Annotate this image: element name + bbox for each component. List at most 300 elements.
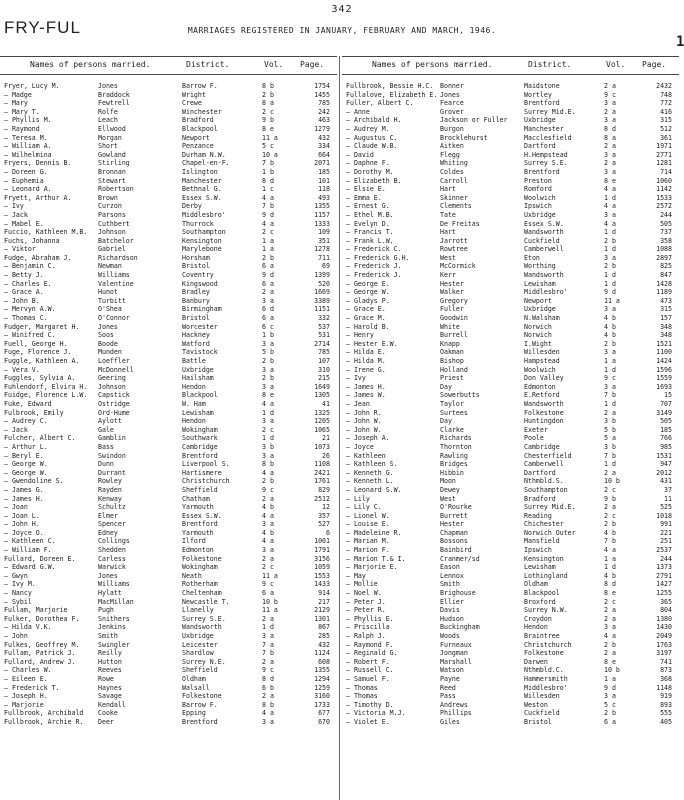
entry-page: 21 xyxy=(322,434,330,443)
entry-spouse: Ord-Hume xyxy=(98,408,130,417)
entry-district: Kensington xyxy=(524,554,564,563)
entry-page: 1255 xyxy=(656,589,672,598)
entry-volume: 8 e xyxy=(604,657,616,666)
entry-name: — Harold B. xyxy=(346,322,390,331)
entry-name: — Jack xyxy=(4,425,28,434)
entry-volume: 3 a xyxy=(262,632,274,640)
entry-spouse: Marshall xyxy=(440,657,472,666)
entry-district: Bristol xyxy=(524,717,552,726)
register-entry xyxy=(342,503,679,512)
entry-district: Brentford xyxy=(182,451,218,460)
entry-volume: 3 a xyxy=(604,382,616,391)
entry-page: 1305 xyxy=(314,391,330,400)
entry-volume: 1 d xyxy=(604,271,616,280)
entry-name: Fuggle, Kathleen A. xyxy=(4,357,80,365)
entry-page: 829 xyxy=(318,485,330,494)
entry-volume: 2 c xyxy=(604,511,616,520)
entry-volume: 3 a xyxy=(262,546,274,555)
entry-district: Hampstead xyxy=(524,357,560,365)
column-divider xyxy=(339,56,340,800)
register-entry xyxy=(342,701,679,710)
entry-spouse: Jones xyxy=(98,322,118,331)
register-entry xyxy=(0,495,337,504)
entry-page: 2791 xyxy=(656,571,672,580)
entry-district: Epping xyxy=(182,709,206,718)
entry-district: Surrey S.E. xyxy=(524,159,568,168)
entry-volume: 1 d xyxy=(262,408,274,417)
entry-spouse: Carroll xyxy=(440,176,468,185)
register-entry xyxy=(0,503,337,512)
entry-district: Llanelly xyxy=(182,606,214,615)
register-entry xyxy=(0,606,337,615)
entry-spouse: Short xyxy=(98,142,118,151)
entry-spouse: Hylatt xyxy=(98,589,122,598)
entry-volume: 4 b xyxy=(604,571,616,580)
entry-volume: 7 b xyxy=(604,537,616,546)
entry-page: 1108 xyxy=(314,460,330,469)
entry-district: Newcastle T. xyxy=(182,597,230,606)
entry-volume: 2 a xyxy=(262,288,274,297)
entry-volume: 3 a xyxy=(262,296,274,305)
entry-volume: 9 d xyxy=(604,288,616,297)
entry-spouse: Rayden xyxy=(98,485,122,494)
entry-name: Fulkes, Geoffrey M. xyxy=(4,640,80,649)
entry-page: 748 xyxy=(660,90,672,99)
entry-spouse: Turbitt xyxy=(98,296,126,305)
entry-name: — Anne xyxy=(346,107,370,116)
register-entry xyxy=(0,202,337,211)
entry-spouse: Furneaux xyxy=(440,640,472,649)
entry-name: — Augustus C. xyxy=(346,133,398,142)
register-entry xyxy=(0,159,337,168)
entry-district: Neath xyxy=(182,571,202,580)
entry-name: Fuidge, Florence L.W. xyxy=(4,391,88,400)
register-entry xyxy=(0,615,337,624)
register-entry xyxy=(0,391,337,400)
entry-spouse: Ellwood xyxy=(98,124,126,133)
entry-district: Chichester xyxy=(524,520,564,529)
register-entry xyxy=(342,555,679,564)
left-names-header: Names of persons married. xyxy=(30,60,151,69)
entry-page: 1761 xyxy=(314,477,330,486)
entry-page: 431 xyxy=(660,477,672,486)
entry-district: Wokingham xyxy=(182,563,218,572)
entry-name: — Sybil xyxy=(4,597,32,606)
entry-page: 334 xyxy=(318,142,330,151)
entry-name: — John B. xyxy=(4,296,40,305)
register-entry xyxy=(342,443,679,452)
register-entry xyxy=(342,718,679,727)
entry-district: Oldham xyxy=(182,674,206,683)
register-entry xyxy=(342,589,679,598)
register-entry xyxy=(0,323,337,332)
entry-page: 555 xyxy=(660,709,672,718)
entry-name: — May xyxy=(346,571,366,580)
entry-spouse: Robertson xyxy=(98,185,134,194)
entry-volume: 4 a xyxy=(604,202,616,211)
entry-page: 357 xyxy=(318,511,330,520)
entry-page: 537 xyxy=(318,322,330,331)
entry-spouse: Coldes xyxy=(440,167,464,176)
entry-name: — Teresa M. xyxy=(4,133,48,142)
entry-spouse: Reed xyxy=(440,683,456,692)
register-entry xyxy=(342,125,679,134)
register-entry xyxy=(342,168,679,177)
entry-spouse: Rowe xyxy=(98,674,114,683)
register-entry xyxy=(0,305,337,314)
entry-spouse: Deer xyxy=(98,717,114,726)
register-entry xyxy=(342,537,679,546)
register-entry xyxy=(0,108,337,117)
entry-district: Newport xyxy=(182,133,210,142)
entry-spouse: Reeves xyxy=(98,666,122,675)
entry-page: 368 xyxy=(660,674,672,683)
entry-name: — Kathleen C. xyxy=(4,537,56,546)
left-top-rule xyxy=(0,56,337,57)
entry-spouse: Gale xyxy=(98,425,114,434)
entry-name: — Doreen G. xyxy=(4,167,48,176)
left-entries-list xyxy=(0,82,337,727)
entry-page: 1763 xyxy=(656,640,672,649)
entry-district: Leicester xyxy=(182,640,218,649)
register-entry xyxy=(342,580,679,589)
entry-spouse: West xyxy=(440,253,456,262)
register-entry xyxy=(342,623,679,632)
entry-page: 310 xyxy=(318,365,330,374)
register-entry xyxy=(0,348,337,357)
register-entry xyxy=(342,297,679,306)
entry-spouse: Day xyxy=(440,417,452,426)
entry-volume: 3 a xyxy=(604,167,616,176)
entry-district: Hendon xyxy=(182,382,206,391)
register-entry xyxy=(0,177,337,186)
register-entry xyxy=(342,220,679,229)
entry-volume: 9 b xyxy=(262,116,274,125)
entry-spouse: Aitken xyxy=(440,142,464,151)
entry-spouse: Soos xyxy=(98,331,114,340)
entry-name: — Mabel E. xyxy=(4,219,44,228)
entry-district: Marylebone xyxy=(182,245,222,254)
entry-name: — Phyllis M. xyxy=(4,116,52,125)
entry-volume: 1 c xyxy=(262,185,274,194)
entry-page: 1433 xyxy=(314,580,330,589)
entry-district: Blackpool xyxy=(182,391,218,400)
entry-page: 1088 xyxy=(656,245,672,254)
entry-volume: 8 d xyxy=(262,176,274,185)
entry-name: — Grace A. xyxy=(4,288,44,297)
entry-volume: 2 b xyxy=(604,236,616,245)
entry-page: 1259 xyxy=(314,683,330,692)
entry-spouse: Gregory xyxy=(440,296,468,305)
entry-page: 1301 xyxy=(314,614,330,623)
entry-district: Eton xyxy=(524,253,540,262)
entry-volume: 11 a xyxy=(262,133,278,142)
entry-volume: 4 b xyxy=(604,314,616,323)
entry-name: Fuke, Edward xyxy=(4,399,52,408)
entry-volume: 3 a xyxy=(604,99,616,108)
entry-district: Camberwell xyxy=(524,245,564,254)
entry-district: Blackpool xyxy=(182,124,218,133)
entry-volume: 3 b xyxy=(604,442,616,451)
entry-page: 101 xyxy=(318,176,330,185)
entry-spouse: Swingler xyxy=(98,640,130,649)
entry-district: Walsall xyxy=(182,683,210,692)
entry-district: E.Retford xyxy=(524,391,560,400)
entry-name: — Henry xyxy=(346,331,374,340)
entry-page: 1553 xyxy=(314,571,330,580)
entry-spouse: Durrant xyxy=(98,468,126,477)
entry-district: Tavistock xyxy=(182,348,218,357)
entry-volume: 4 a xyxy=(262,468,274,477)
entry-spouse: Curzon xyxy=(98,202,122,211)
entry-district: Southampton xyxy=(524,485,568,494)
entry-district: Southwark xyxy=(182,434,218,443)
entry-name: Fulbrook, Emily xyxy=(4,408,64,417)
entry-volume: 2 a xyxy=(604,606,616,615)
entry-district: Wandsworth xyxy=(524,271,564,280)
entry-page: 1124 xyxy=(314,649,330,658)
entry-volume: 10 a xyxy=(262,150,278,159)
register-entry xyxy=(0,82,337,91)
entry-name: — Leonard A. xyxy=(4,185,52,194)
entry-name: — Audrey M. xyxy=(346,124,390,133)
entry-spouse: Rowley xyxy=(98,477,122,486)
entry-name: — Archibald H. xyxy=(346,116,402,125)
entry-page: 41 xyxy=(322,399,330,408)
entry-name: — Elizabeth B. xyxy=(346,176,402,185)
entry-district: Middlesbro' xyxy=(524,683,568,692)
entry-district: Brentford xyxy=(524,99,560,108)
entry-district: Weston xyxy=(524,700,548,709)
entry-spouse: Smith xyxy=(440,580,460,589)
entry-page: 1142 xyxy=(656,185,672,194)
entry-name: — John H. xyxy=(4,520,40,529)
entry-district: Croydon xyxy=(524,614,552,623)
entry-volume: 6 d xyxy=(262,305,274,314)
entry-page: 505 xyxy=(660,219,672,228)
entry-district: Brentford xyxy=(524,167,560,176)
entry-volume: 5 b xyxy=(262,348,274,357)
entry-spouse: Rawling xyxy=(440,451,468,460)
register-entry xyxy=(0,563,337,572)
entry-name: — Evelyn D. xyxy=(346,219,390,228)
entry-name: — Jack xyxy=(4,210,28,219)
entry-name: Fudge, Abraham J. xyxy=(4,253,72,262)
entry-name: — Viktor xyxy=(4,245,36,254)
entry-district: Huntingdon xyxy=(524,417,564,426)
entry-page: 1151 xyxy=(314,305,330,314)
entry-volume: 1 a xyxy=(604,554,616,563)
entry-spouse: Burrell xyxy=(440,331,468,340)
entry-volume: 4 b xyxy=(262,503,274,512)
register-entry xyxy=(342,314,679,323)
entry-page: 361 xyxy=(660,133,672,142)
entry-district: Braintree xyxy=(524,632,560,640)
entry-spouse: Capstick xyxy=(98,391,130,400)
entry-name: — William A. xyxy=(4,142,52,151)
entry-district: Manchester xyxy=(182,176,222,185)
register-entry xyxy=(342,151,679,160)
entry-volume: 2 c xyxy=(262,107,274,116)
entry-name: — John R. xyxy=(346,408,382,417)
register-entry xyxy=(0,598,337,607)
entry-spouse: Giles xyxy=(440,717,460,726)
entry-spouse: Geering xyxy=(98,374,126,383)
entry-page: 2771 xyxy=(656,150,672,159)
entry-district: Battle xyxy=(182,357,206,365)
entry-spouse: Day xyxy=(440,382,452,391)
entry-spouse: Shedden xyxy=(98,546,126,555)
register-entry xyxy=(0,675,337,684)
entry-page: 2421 xyxy=(314,468,330,477)
entry-volume: 2 b xyxy=(262,374,274,383)
entry-district: Folkestone xyxy=(182,554,222,563)
entry-volume: 9 c xyxy=(262,580,274,589)
entry-volume: 3 a xyxy=(262,717,274,726)
entry-name: — Eileen E. xyxy=(4,674,48,683)
entry-volume: 2 b xyxy=(604,262,616,271)
right-header-rule xyxy=(342,74,679,75)
register-entry xyxy=(342,211,679,220)
entry-page: 873 xyxy=(660,666,672,675)
register-entry xyxy=(0,340,337,349)
register-entry xyxy=(0,168,337,177)
entry-name: — Lily xyxy=(346,494,370,503)
entry-name: — Charles W. xyxy=(4,666,52,675)
register-entry xyxy=(0,142,337,151)
entry-page: 1521 xyxy=(656,339,672,348)
entry-volume: 6 a xyxy=(604,717,616,726)
entry-name: — Thomas xyxy=(346,683,378,692)
entry-spouse: Collings xyxy=(98,537,130,546)
entry-spouse: Knapp xyxy=(440,339,460,348)
entry-spouse: Hart xyxy=(440,185,456,194)
entry-page: 1281 xyxy=(656,159,672,168)
entry-volume: 2 a xyxy=(604,614,616,623)
register-entry xyxy=(342,452,679,461)
entry-page: 531 xyxy=(318,331,330,340)
entry-page: 2714 xyxy=(314,339,330,348)
entry-name: — Noel W. xyxy=(346,589,382,598)
entry-district: Edmonton xyxy=(182,546,214,555)
entry-name: Fuhlendorf, Elvira H. xyxy=(4,382,88,391)
entry-name: — Phyllis E. xyxy=(346,614,394,623)
entry-district: Sheffield xyxy=(182,485,218,494)
entry-district: Edmonton xyxy=(524,382,556,391)
entry-name: — Samuel F. xyxy=(346,674,390,683)
entry-district: W. Ham xyxy=(182,399,206,408)
entry-page: 1001 xyxy=(314,537,330,546)
entry-name: — Joyce O. xyxy=(4,528,44,537)
register-entry xyxy=(0,477,337,486)
entry-name: — Frederick G.H. xyxy=(346,253,410,262)
entry-page: 3389 xyxy=(314,296,330,305)
entry-volume: 2 a xyxy=(604,408,616,417)
entry-volume: 2 c xyxy=(262,563,274,572)
entry-page: 2432 xyxy=(656,82,672,90)
register-entry xyxy=(0,383,337,392)
entry-spouse: Taylor xyxy=(440,399,464,408)
entry-district: Southampton xyxy=(182,228,226,237)
entry-district: Uxbridge xyxy=(524,305,556,314)
entry-volume: 2 a xyxy=(604,107,616,116)
entry-name: — Joyce xyxy=(346,442,374,451)
entry-spouse: Gowland xyxy=(98,150,126,159)
entry-district: Hackney xyxy=(182,331,210,340)
entry-volume: 2 a xyxy=(262,494,274,503)
entry-spouse: Elmer xyxy=(98,511,118,520)
entry-district: H.Hempstead xyxy=(524,150,568,159)
register-entry xyxy=(342,134,679,143)
register-entry xyxy=(0,572,337,581)
entry-district: Broxford xyxy=(524,597,556,606)
entry-page: 1428 xyxy=(656,279,672,288)
entry-volume: 8 d xyxy=(604,580,616,589)
entry-district: Bethnal G. xyxy=(182,185,222,194)
left-page-header: Page. xyxy=(300,60,325,69)
entry-spouse: Brighouse xyxy=(440,589,476,598)
register-entry xyxy=(342,185,679,194)
register-entry xyxy=(342,142,679,151)
entry-volume: 8 b xyxy=(262,82,274,90)
entry-district: Essex S.W. xyxy=(182,511,222,520)
entry-name: — Priscilla xyxy=(346,623,390,632)
entry-spouse: Rowtree xyxy=(440,245,468,254)
entry-volume: 8 e xyxy=(262,391,274,400)
entry-district: Surrey N.W. xyxy=(524,606,568,615)
entry-page: 1559 xyxy=(656,374,672,383)
entry-spouse: Ostridge xyxy=(98,399,130,408)
entry-name: — Mary xyxy=(4,99,28,108)
right-vol-header: Vol. xyxy=(606,60,626,69)
register-entry xyxy=(0,280,337,289)
entry-district: Chesterfield xyxy=(524,451,572,460)
entry-district: Lewisham xyxy=(182,408,214,417)
entry-district: Hailsham xyxy=(182,374,214,383)
entry-name: — Irene G. xyxy=(346,365,386,374)
entry-name: — Raymond xyxy=(4,124,40,133)
entry-page: 107 xyxy=(318,357,330,365)
entry-spouse: Kenway xyxy=(98,494,122,503)
register-entry xyxy=(342,486,679,495)
entry-name: Fuchs, Johanna xyxy=(4,236,60,245)
entry-spouse: Cooke xyxy=(98,709,118,718)
register-entry xyxy=(0,134,337,143)
entry-volume: 4 b xyxy=(604,331,616,340)
entry-spouse: Tate xyxy=(440,210,456,219)
entry-page: 416 xyxy=(660,107,672,116)
entry-volume: 1 d xyxy=(604,460,616,469)
entry-volume: 6 a xyxy=(262,262,274,271)
entry-volume: 2 a xyxy=(262,692,274,701)
entry-district: Brentford xyxy=(182,520,218,529)
entry-name: Fullam, Marjorie xyxy=(4,606,68,615)
register-entry xyxy=(342,194,679,203)
entry-spouse: Thornton xyxy=(440,442,472,451)
entry-name: — Joseph A. xyxy=(346,434,390,443)
entry-spouse: Braddock xyxy=(98,90,130,99)
entry-name: Fryer, Lucy M. xyxy=(4,82,60,90)
entry-page: 315 xyxy=(660,305,672,314)
register-entry xyxy=(0,580,337,589)
entry-spouse: Goodwin xyxy=(440,314,468,323)
entry-page: 505 xyxy=(660,417,672,426)
entry-spouse: Bonner xyxy=(440,82,464,90)
entry-spouse: Hester xyxy=(440,520,464,529)
entry-page: 1355 xyxy=(314,666,330,675)
entry-volume: 10 b xyxy=(604,666,620,675)
entry-name: Fullam, Patrick J. xyxy=(4,649,76,658)
